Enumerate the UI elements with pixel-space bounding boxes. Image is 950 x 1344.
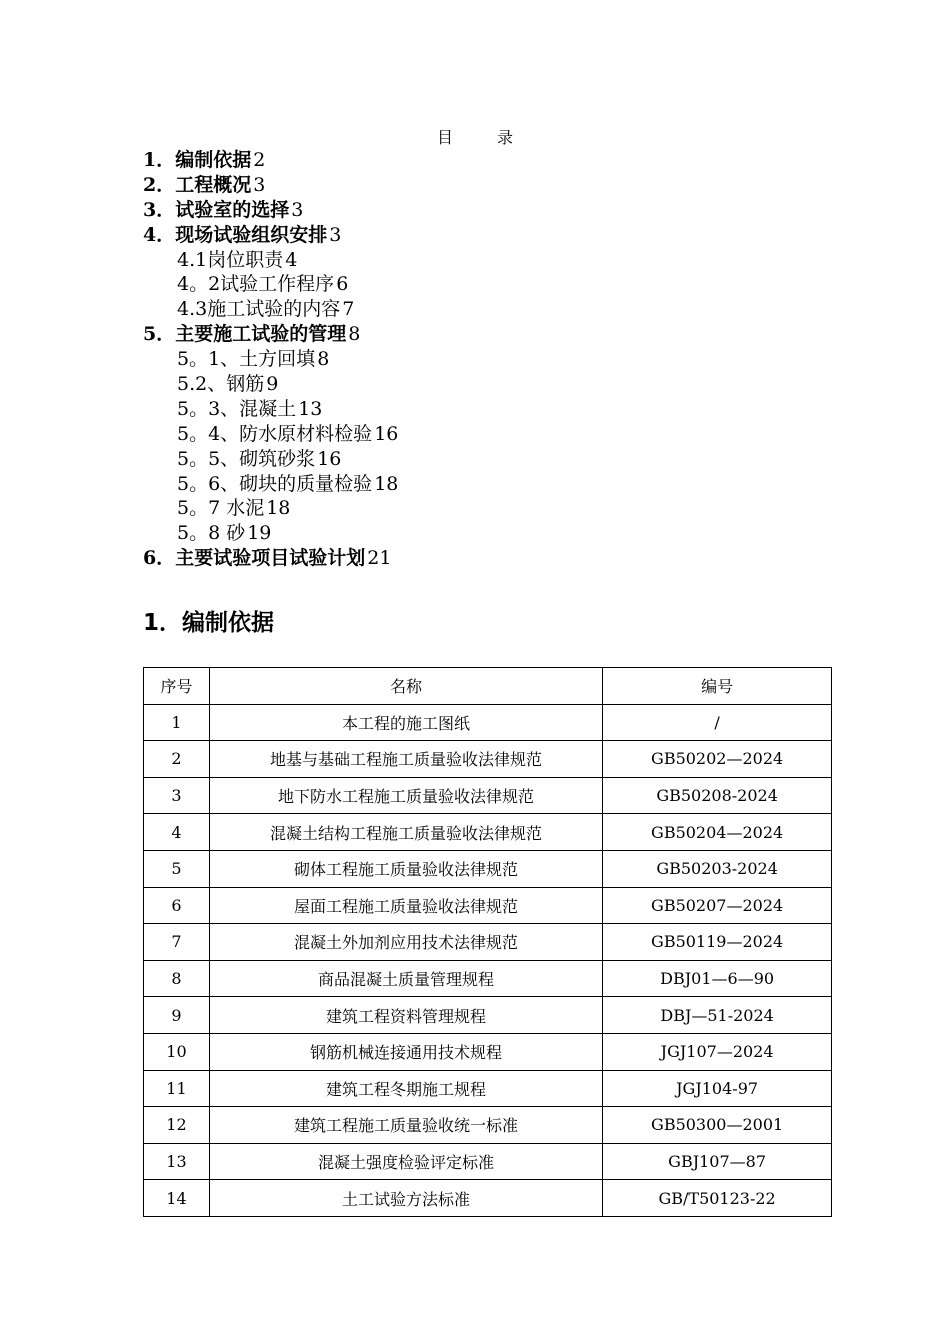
cell-index: 2 (144, 741, 210, 778)
column-header-index: 序号 (144, 668, 210, 705)
cell-index: 11 (144, 1070, 210, 1107)
table-row (144, 960, 832, 997)
toc-item-number: 3． (143, 198, 176, 221)
cell-code: GB50202—2024 (603, 741, 832, 778)
cell-name: 砌体工程施工质量验收法律规范 (209, 850, 602, 887)
toc-item-text: 主要试验项目试验计划 (175, 547, 366, 570)
toc-item-text: 5。1、土方回填 (177, 348, 316, 371)
cell-name: 建筑工程资料管理规程 (209, 997, 602, 1034)
cell-index: 1 (144, 704, 210, 741)
cell-code: DBJ—51-2024 (603, 997, 832, 1034)
table-row (144, 741, 832, 778)
toc-item-text: 5。5、砌筑砂浆 (177, 447, 316, 470)
toc-item-page: 3 (329, 223, 342, 246)
toc-item-page: 7 (342, 298, 355, 321)
table-row (144, 1070, 832, 1107)
toc-item[interactable] (143, 496, 398, 521)
cell-code: DBJ01—6—90 (603, 960, 832, 997)
toc-item-text: 4.1岗位职责 (177, 248, 284, 271)
toc-item-text: 编制依据 (175, 149, 252, 171)
toc-title (0, 125, 950, 148)
toc-item[interactable] (143, 198, 398, 223)
toc-item[interactable] (143, 372, 398, 397)
table-row (144, 1143, 832, 1180)
toc-item-page: 8 (317, 348, 330, 371)
toc-item[interactable] (143, 521, 398, 546)
toc-item[interactable] (143, 347, 398, 372)
cell-code: GBJ107—87 (603, 1143, 832, 1180)
toc-item-text: 5。4、防水原材料检验 (177, 422, 373, 445)
cell-code: JGJ104-97 (603, 1070, 832, 1107)
cell-name: 本工程的施工图纸 (209, 704, 602, 741)
toc-item-text: 5。6、砌块的质量检验 (177, 472, 373, 495)
cell-index: 3 (144, 777, 210, 814)
table-header-row (144, 668, 832, 705)
toc-item-text: 5。7 水泥 (177, 497, 265, 520)
toc-item[interactable] (143, 223, 398, 248)
table-row (144, 924, 832, 961)
toc-item-page: 4 (285, 248, 298, 271)
cell-index: 9 (144, 997, 210, 1034)
cell-index: 14 (144, 1180, 210, 1217)
cell-index: 10 (144, 1033, 210, 1070)
column-header-name: 名称 (209, 668, 602, 705)
toc-item-page: 21 (367, 547, 392, 570)
toc-item-page: 6 (336, 273, 349, 296)
toc-item-text: 5。8 砂 (177, 522, 246, 545)
table-body (144, 704, 832, 1216)
cell-name: 混凝土外加剂应用技术法律规范 (209, 924, 602, 961)
cell-code: JGJ107—2024 (603, 1033, 832, 1070)
section-heading: 1．编制依据 (143, 610, 275, 636)
cell-index: 8 (144, 960, 210, 997)
toc-item-page: 19 (247, 522, 272, 545)
cell-name: 建筑工程冬期施工规程 (209, 1070, 602, 1107)
standards-table (143, 667, 832, 1217)
toc-item-page: 9 (266, 373, 279, 396)
toc-item-page: 3 (291, 198, 304, 221)
toc-item[interactable] (143, 472, 398, 497)
toc-title-char: 录 (497, 128, 514, 147)
toc-item-page: 18 (266, 497, 291, 520)
toc-item[interactable] (143, 148, 398, 173)
toc-item[interactable] (143, 173, 398, 198)
column-header-code: 编号 (603, 668, 832, 705)
toc-item-number: 5． (143, 323, 176, 346)
cell-name: 屋面工程施工质量验收法律规范 (209, 887, 602, 924)
cell-name: 建筑工程施工质量验收统一标准 (209, 1107, 602, 1144)
table-row (144, 850, 832, 887)
toc-item-number: 1． (143, 149, 176, 171)
cell-code: GB50208-2024 (603, 777, 832, 814)
cell-index: 6 (144, 887, 210, 924)
table-row (144, 814, 832, 851)
table-of-contents (143, 148, 398, 571)
toc-item-text: 5.2、钢筋 (177, 373, 265, 396)
toc-item-number: 4． (143, 223, 176, 246)
table-row (144, 1107, 832, 1144)
cell-code: / (603, 704, 832, 741)
table-row (144, 777, 832, 814)
cell-code: GB50204—2024 (603, 814, 832, 851)
cell-index: 5 (144, 850, 210, 887)
toc-item-page: 16 (374, 422, 399, 445)
cell-name: 钢筋机械连接通用技术规程 (209, 1033, 602, 1070)
cell-code: GB50119—2024 (603, 924, 832, 961)
toc-item-number: 2． (143, 173, 176, 196)
table-row (144, 887, 832, 924)
cell-code: GB50207—2024 (603, 887, 832, 924)
toc-item-page: 3 (253, 173, 266, 196)
toc-item[interactable] (143, 422, 398, 447)
toc-item[interactable] (143, 546, 398, 571)
toc-item[interactable] (143, 248, 398, 273)
toc-item-text: 5。3、混凝土 (177, 397, 297, 420)
toc-item-page: 13 (298, 397, 323, 420)
toc-item-text: 现场试验组织安排 (175, 223, 328, 246)
toc-item[interactable] (143, 272, 398, 297)
toc-item[interactable] (143, 447, 398, 472)
cell-index: 4 (144, 814, 210, 851)
cell-index: 13 (144, 1143, 210, 1180)
toc-item[interactable] (143, 397, 398, 422)
toc-item[interactable] (143, 297, 398, 322)
toc-title-char: 目 (436, 128, 453, 147)
toc-item-text: 4.3施工试验的内容 (177, 298, 341, 321)
toc-item-text: 工程概况 (175, 173, 252, 196)
table-row (144, 1033, 832, 1070)
cell-name: 混凝土强度检验评定标准 (209, 1143, 602, 1180)
table-row (144, 1180, 832, 1217)
cell-index: 7 (144, 924, 210, 961)
toc-item-page: 18 (374, 472, 399, 495)
toc-item[interactable] (143, 322, 398, 347)
cell-name: 地下防水工程施工质量验收法律规范 (209, 777, 602, 814)
cell-name: 混凝土结构工程施工质量验收法律规范 (209, 814, 602, 851)
toc-item-page: 2 (253, 149, 266, 171)
cell-index: 12 (144, 1107, 210, 1144)
toc-item-text: 试验室的选择 (175, 198, 290, 221)
cell-code: GB50203-2024 (603, 850, 832, 887)
table-row (144, 997, 832, 1034)
cell-name: 土工试验方法标准 (209, 1180, 602, 1217)
toc-item-number: 6． (143, 547, 176, 570)
toc-item-page: 16 (317, 447, 342, 470)
toc-item-page: 8 (348, 323, 361, 346)
cell-code: GB/T50123-22 (603, 1180, 832, 1217)
cell-name: 地基与基础工程施工质量验收法律规范 (209, 741, 602, 778)
toc-item-text: 主要施工试验的管理 (175, 323, 347, 346)
table-row (144, 704, 832, 741)
toc-item-text: 4。2试验工作程序 (177, 273, 335, 296)
cell-code: GB50300—2001 (603, 1107, 832, 1144)
cell-name: 商品混凝土质量管理规程 (209, 960, 602, 997)
